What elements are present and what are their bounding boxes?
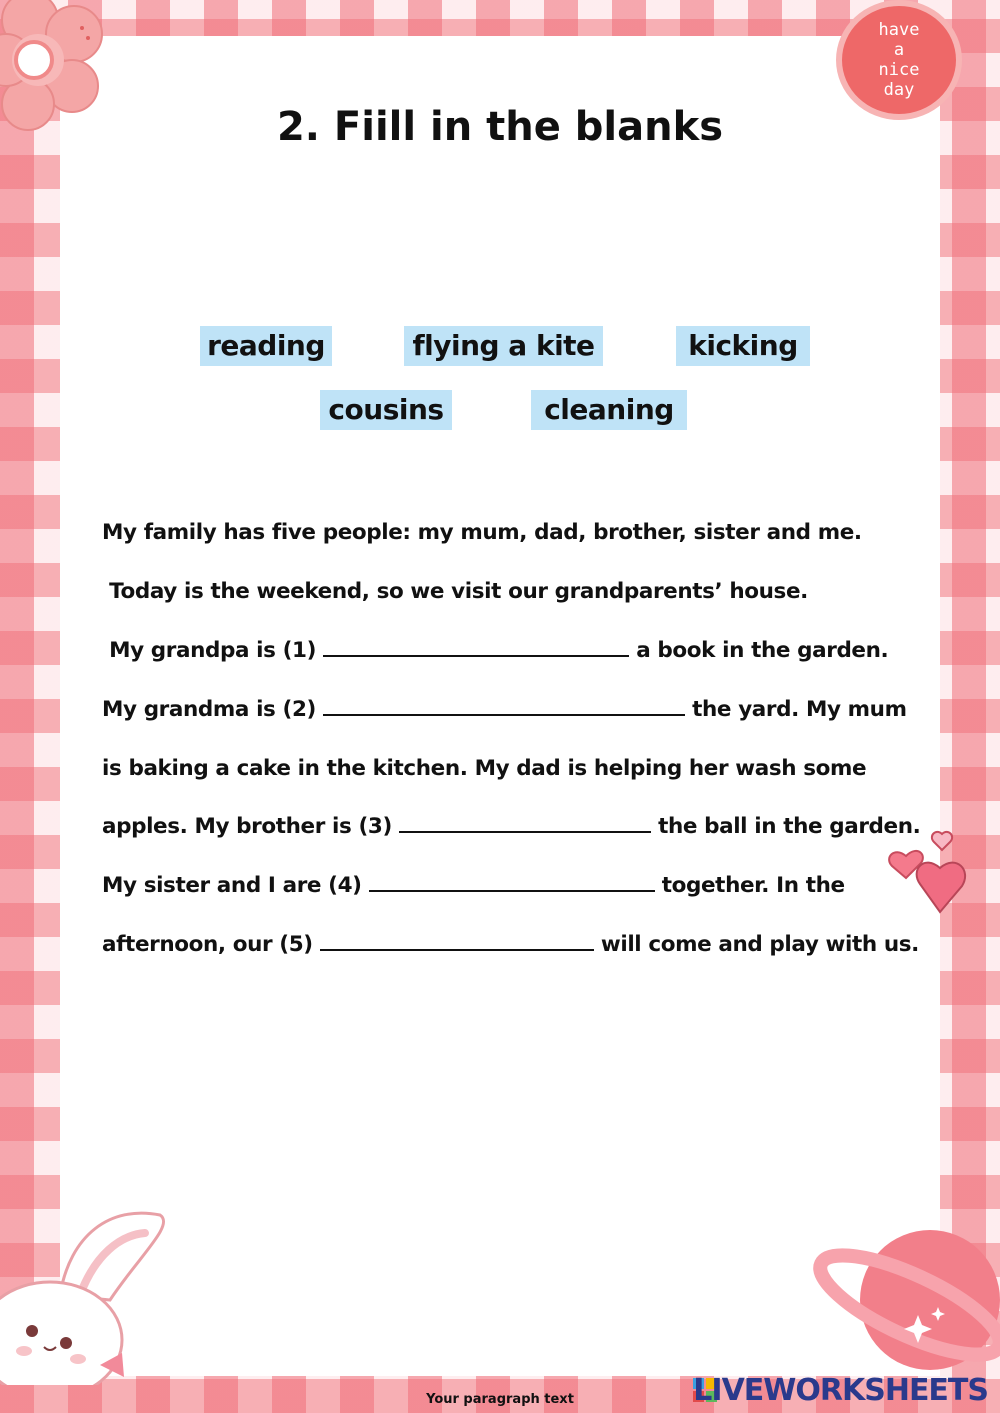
paragraph-text: My family has five people: my mum, dad, brother, sister and me. [102,520,862,545]
paragraph-text: together. In the [661,873,845,898]
have-a-nice-day-badge [836,0,962,120]
paragraph-line [102,638,932,663]
word-chip-reading[interactable]: reading [200,326,332,366]
paragraph-text: is baking a cake in the kitchen. My dad is helping her wash some [102,756,867,781]
paragraph-line [102,520,932,545]
paragraph-line [102,756,932,781]
paragraph-text: My grandma is (2) [102,697,316,722]
blank-1-input[interactable] [323,639,629,657]
blank-2-input[interactable] [323,698,685,716]
badge-line: have [878,20,920,40]
word-chip-flying-a-kite[interactable]: flying a kite [404,326,603,366]
page-title: 2. Fiill in the blanks [276,104,724,150]
paragraph-text: apples. My brother is (3) [102,814,392,839]
hearts-icon [884,826,976,918]
paragraph-text: My sister and I are (4) [102,873,362,898]
word-chip-cleaning[interactable]: cleaning [531,390,687,430]
badge-line: a [893,40,905,60]
word-chip-kicking[interactable]: kicking [676,326,810,366]
blank-3-input[interactable] [399,815,651,833]
paragraph-text: will come and play with us. [600,932,919,957]
paragraph-text: a book in the garden. [636,638,889,663]
paragraph-text: the ball in the garden. [658,814,921,839]
rabbit-icon [0,1205,180,1385]
paragraph-text: the yard. My mum [692,697,907,722]
paragraph-line [102,697,932,722]
badge-line: nice [878,60,920,80]
liveworksheets-brand[interactable]: LIVEWORKSHEETS [693,1373,988,1408]
paragraph-line [102,814,932,839]
paragraph-text: My grandpa is (1) [102,638,317,663]
paragraph-line [102,932,932,957]
paragraph-line [102,873,932,898]
planet-icon [810,1215,1000,1375]
blank-5-input[interactable] [320,933,594,951]
paragraph-line [102,579,932,604]
word-chip-cousins[interactable]: cousins [320,390,452,430]
blank-4-input[interactable] [369,874,655,892]
footer-paragraph-text: Your paragraph text [426,1392,574,1407]
paragraph-text: Today is the weekend, so we visit our grandparents’ house. [102,579,808,604]
badge-line: day [883,80,915,100]
paragraph-text: afternoon, our (5) [102,932,313,957]
